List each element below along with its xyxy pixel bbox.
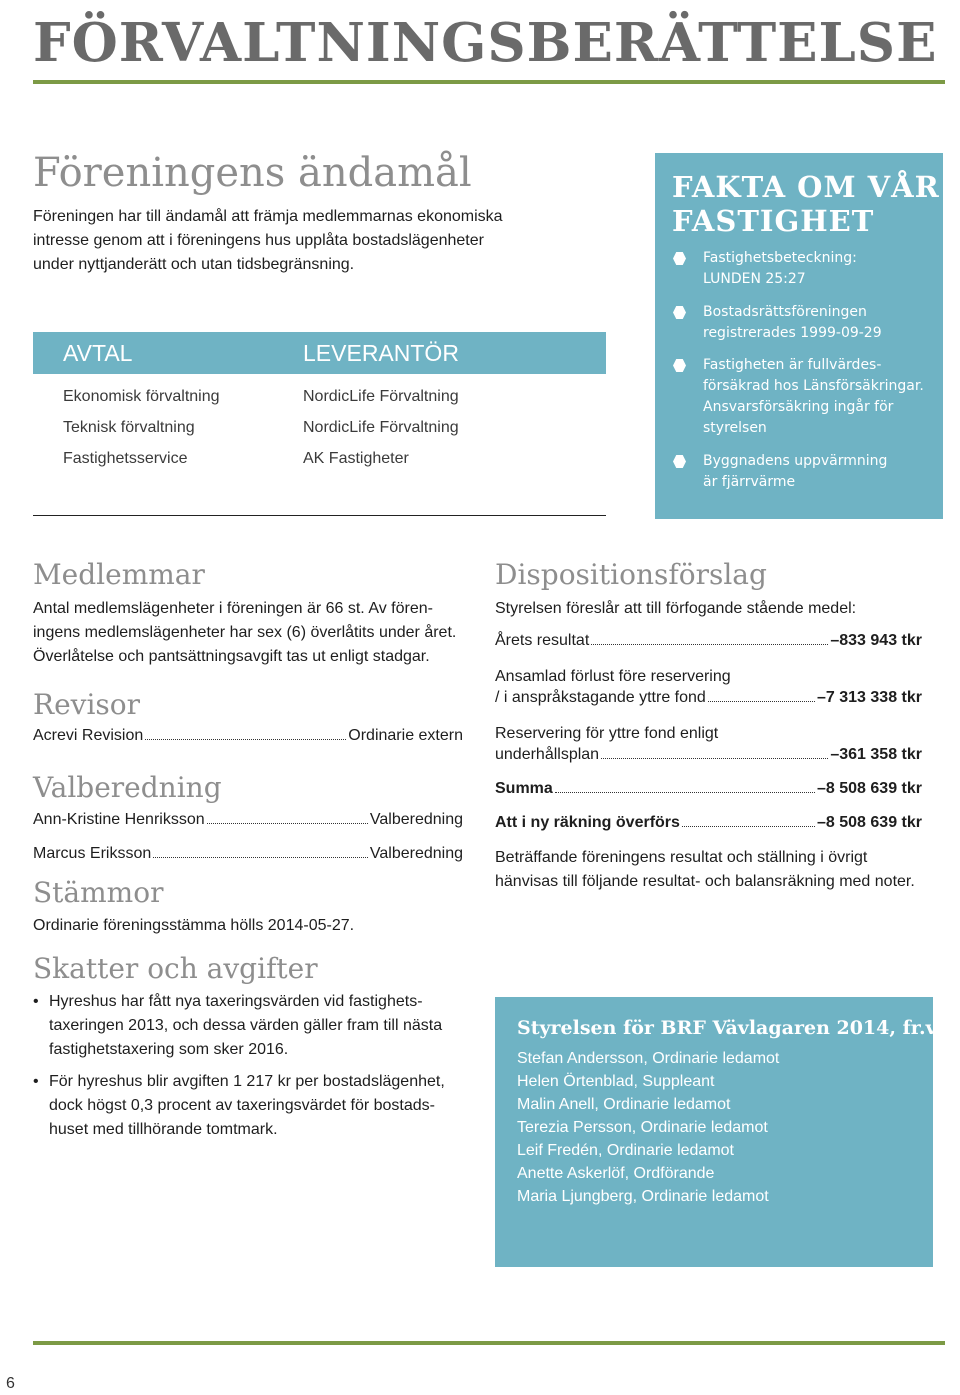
purpose-line: intresse genom att i föreningens hus upplåta bostadslägenheter (33, 232, 484, 249)
fakta-line: är fjärrvärme (703, 474, 796, 490)
board-member: Anette Askerlöf, Ordförande (517, 1165, 715, 1182)
fakta-line: Bostadsrättsföreningen (703, 304, 867, 320)
fakta-item (703, 355, 933, 439)
purpose-heading: Föreningens ändamål (33, 150, 472, 196)
board-member: Malin Anell, Ordinarie ledamot (517, 1096, 731, 1113)
dot-leader (207, 822, 368, 824)
agreement-leverantor: AK Fastigheter (303, 450, 409, 467)
nomination-name: Marcus Eriksson (33, 845, 152, 862)
taxes-line: taxeringen 2013, och dessa värden gäller fram till nästa (49, 1017, 443, 1034)
fakta-line: Fastigheten är fullvärdes- (703, 357, 882, 373)
fakta-line: LUNDEN 25:27 (703, 271, 806, 287)
disposition-result-row (495, 632, 922, 650)
disposition-label: Att i ny räkning överförs (495, 814, 680, 831)
disposition-value: –8 508 639 tkr (817, 814, 922, 831)
agreements-col-leverantor: LEVERANTÖR (303, 340, 459, 366)
page-number: 6 (6, 1375, 15, 1392)
members-text (33, 597, 473, 669)
auditor-name: Acrevi Revision (33, 727, 144, 744)
dot-leader (601, 757, 828, 759)
board-member: Terezia Persson, Ordinarie ledamot (517, 1119, 768, 1136)
disposition-reserve-label: Reservering för yttre fond enligt (495, 725, 719, 742)
bullet-icon: • (33, 993, 39, 1010)
fakta-title-line: FAKTA OM VÅR (672, 170, 940, 204)
fakta-line: Ansvarsförsäkring ingår för (703, 399, 894, 415)
nomination-row (33, 811, 463, 829)
dot-leader (555, 791, 815, 793)
meetings-heading: Stämmor (33, 876, 164, 909)
auditor-heading: Revisor (33, 688, 141, 721)
dot-leader (145, 738, 346, 740)
taxes-line: dock högst 0,3 procent av taxeringsvärdet för bostads- (49, 1097, 435, 1114)
disposition-outro-line: hänvisas till följande resultat- och balansräkning med noter. (495, 873, 915, 890)
nomination-heading: Valberedning (33, 771, 222, 804)
disposition-sum-row (495, 780, 922, 798)
nomination-role: Valberedning (369, 845, 463, 862)
disposition-reserve-row (495, 746, 922, 764)
disposition-label: Årets resultat (495, 632, 590, 649)
board-member: Leif Fredén, Ordinarie ledamot (517, 1142, 734, 1159)
members-heading: Medlemmar (33, 558, 205, 591)
nomination-row (33, 845, 463, 863)
disposition-outro-line: Beträffande föreningens resultat och ställning i övrigt (495, 849, 868, 866)
bullet-icon: • (33, 1073, 39, 1090)
fakta-line: styrelsen (703, 420, 767, 436)
page-title: FÖRVALTNINGSBERÄTTELSE (33, 12, 938, 74)
disposition-label: Summa (495, 780, 553, 797)
members-line: Antal medlemslägenheter i föreningen är 66 st. Av fören- (33, 600, 433, 617)
members-line: Överlåtelse och pantsättningsavgift tas ut enligt stadgar. (33, 648, 430, 665)
fakta-item (703, 302, 933, 344)
taxes-bullet (33, 1070, 453, 1145)
taxes-line: huset med tillhörande tomtmark. (49, 1121, 278, 1138)
dot-leader (591, 643, 828, 645)
fakta-item (703, 248, 933, 290)
agreement-leverantor: NordicLife Förvaltning (303, 419, 459, 436)
fakta-item (703, 451, 933, 493)
agreement-avtal: Teknisk förvaltning (63, 419, 195, 436)
dot-leader (153, 856, 368, 858)
agreement-avtal: Ekonomisk förvaltning (63, 388, 220, 405)
agreement-avtal: Fastighetsservice (63, 450, 188, 467)
board-member: Maria Ljungberg, Ordinarie ledamot (517, 1188, 769, 1205)
footer-rule (33, 1341, 945, 1345)
taxes-heading: Skatter och avgifter (33, 952, 318, 985)
taxes-line: För hyreshus blir avgiften 1 217 kr per bostadslägenhet, (49, 1073, 445, 1090)
disposition-heading: Dispositionsförslag (495, 558, 767, 591)
agreements-col-avtal: AVTAL (63, 340, 133, 366)
nomination-name: Ann-Kristine Henriksson (33, 811, 205, 828)
fakta-line: registrerades 1999-09-29 (703, 325, 882, 341)
auditor-row (33, 727, 463, 745)
auditor-role: Ordinarie extern (348, 727, 463, 744)
board-title: Styrelsen för BRF Vävlagaren 2014, fr.v. (517, 1017, 942, 1039)
fakta-title-line: FASTIGHET (672, 204, 875, 238)
fakta-line: försäkrad hos Länsförsäkringar. (703, 378, 924, 394)
disposition-intro: Styrelsen föreslår att till förfogande stående medel: (495, 600, 857, 617)
fakta-line: Fastighetsbeteckning: (703, 250, 857, 266)
taxes-bullet (33, 990, 453, 1065)
nomination-role: Valberedning (369, 811, 463, 828)
purpose-text (33, 205, 593, 277)
disposition-label: / i anspråkstagande yttre fond (495, 689, 706, 706)
disposition-value: –361 358 tkr (830, 746, 922, 763)
disposition-value: –8 508 639 tkr (817, 780, 922, 797)
dot-leader (682, 825, 815, 827)
agreements-divider (33, 515, 606, 516)
disposition-value: –833 943 tkr (830, 632, 922, 649)
board-member: Helen Örtenblad, Suppleant (517, 1073, 715, 1090)
taxes-line: Hyreshus har fått nya taxeringsvärden vid fastighets- (49, 993, 423, 1010)
title-rule (33, 80, 945, 84)
disposition-carry-row (495, 814, 922, 832)
board-member: Stefan Andersson, Ordinarie ledamot (517, 1050, 780, 1067)
disposition-accum-row (495, 689, 922, 707)
disposition-value: –7 313 338 tkr (817, 689, 922, 706)
fakta-title (672, 170, 942, 238)
purpose-line: under nyttjanderätt och utan tidsbegränsning. (33, 256, 355, 273)
disposition-label: underhållsplan (495, 746, 600, 763)
disposition-accum-label: Ansamlad förlust före reservering (495, 668, 731, 685)
taxes-line: fastighetstaxering som sker 2016. (49, 1041, 289, 1058)
meetings-text: Ordinarie föreningsstämma hölls 2014-05-27. (33, 917, 355, 934)
fakta-line: Byggnadens uppvärmning (703, 453, 888, 469)
disposition-outro (495, 846, 935, 894)
dot-leader (708, 700, 815, 702)
purpose-line: Föreningen har till ändamål att främja medlemmarnas ekonomiska (33, 208, 503, 225)
members-line: ingens medlemslägenheter har sex (6) överlåtits under året. (33, 624, 457, 641)
agreement-leverantor: NordicLife Förvaltning (303, 388, 459, 405)
